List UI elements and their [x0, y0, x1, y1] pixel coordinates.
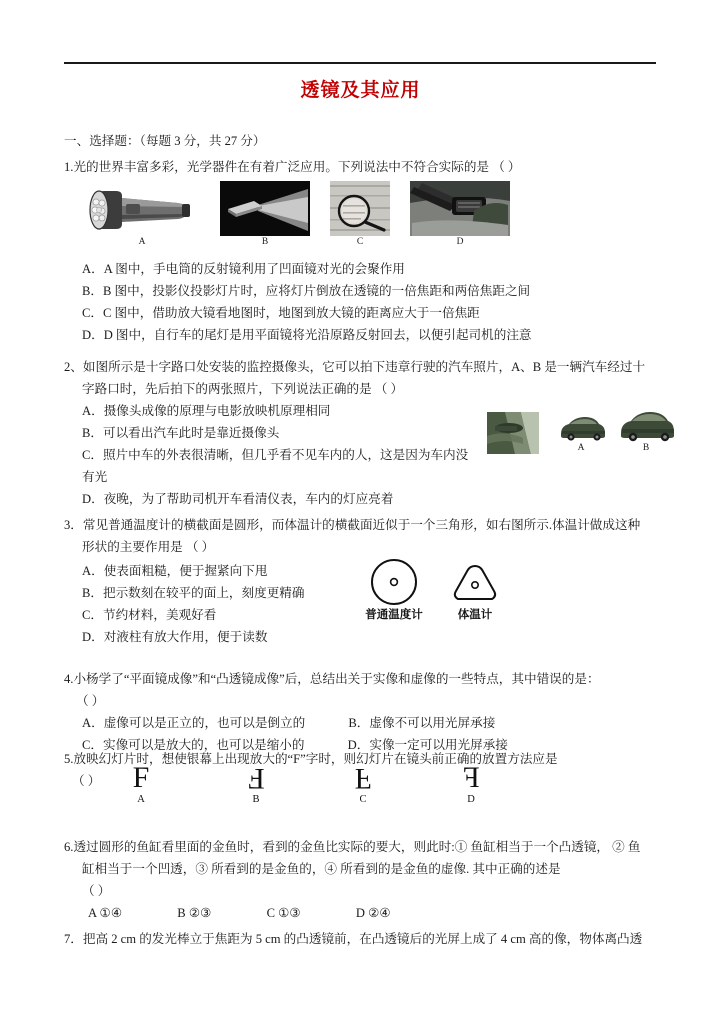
header-divider-rule — [64, 62, 656, 64]
question-3-option-d: D．对液柱有放大作用，便于读数 — [82, 630, 268, 644]
question-3-option-b: B．把示数刻在较平的面上，刻度更精确 — [82, 586, 305, 600]
triangular-thermometer-diagram — [442, 562, 508, 606]
question-2-stem-line1: 2、如图所示是十字路口处安装的监控摄像头，它可以拍下违章行驶的汽车照片，A、B 是一辆汽车经过十 — [64, 360, 646, 374]
question-6-choice-a: A ①④ — [88, 906, 123, 920]
figure-5b-label: B — [252, 794, 260, 805]
figure-1a — [82, 181, 202, 248]
figure-2b-label: B — [642, 443, 650, 453]
question-6-choice-d: D ②④ — [355, 906, 391, 920]
question-7-stem: 7．把高 2 cm 的发光棒立于焦距为 5 cm 的凸透镜前，在凸透镜后的光屏上成了 4 cm 高的像，物体离凸透 — [64, 932, 643, 946]
question-6-answer-paren: （ ） — [82, 884, 111, 898]
round-thermometer-diagram — [352, 558, 436, 606]
question-1-options — [82, 258, 532, 346]
figure-2b — [615, 408, 677, 454]
f-glyph-rotated-180: F — [247, 762, 265, 795]
question-2-option-c-cont: 有光 — [82, 470, 108, 484]
question-2-figure-group — [487, 412, 677, 474]
question-4-option-d: D．实像一定可以用光屏承接 — [347, 738, 508, 752]
figure-5d-label: D — [467, 794, 475, 805]
figure-2a — [555, 412, 607, 454]
figure-1d — [410, 181, 510, 248]
figure-3-triangle-caption: 体温计 — [457, 609, 493, 621]
question-1-option-a: A．A 图中，手电筒的反射镜利用了凹面镜对光的会聚作用 — [82, 262, 405, 276]
figure-5b — [235, 762, 277, 806]
figure-1a-label: A — [138, 237, 146, 247]
question-2-option-d: D．夜晚，为了帮助司机开车看清仪表，车内的灯应亮着 — [82, 492, 394, 506]
question-2-options — [82, 400, 468, 510]
question-6-choice-b: B ②③ — [177, 906, 212, 920]
figure-1b-label: B — [261, 237, 269, 247]
question-6-stem-line1: 6.透过圆形的鱼缸看里面的金鱼时，看到的金鱼比实际的要大，则此时:① 鱼缸相当于一个凸透镜， ② 鱼 — [64, 840, 641, 854]
question-1-option-b: B．B 图中，投影仪投影灯片时，应将灯片倒放在透镜的一倍焦距和两倍焦距之间 — [82, 284, 531, 298]
question-4-option-b: B．虚像不可以用光屏承接 — [348, 716, 496, 730]
question-2-option-b: B．可以看出汽车此时是靠近摄像头 — [82, 426, 280, 440]
car-photo-a — [555, 412, 607, 442]
figure-5a — [120, 762, 162, 806]
section-heading: 一、选择题：（每题 3 分，共 27 分） — [64, 134, 266, 148]
figure-5c — [342, 762, 384, 806]
page-title: 透镜及其应用 — [300, 80, 421, 101]
question-2-option-a: A．摄像头成像的原理与电影放映机原理相同 — [82, 404, 331, 418]
figure-5d — [450, 762, 492, 806]
question-6-choices — [88, 902, 391, 924]
question-1-stem: 1.光的世界丰富多彩，光学器件在有着广泛应用。下列说法中不符合实际的是 （ ） — [64, 160, 521, 174]
figure-3-round-caption: 普通温度计 — [365, 609, 423, 621]
question-3-stem-line2: 形状的主要作用是 （ ） — [82, 540, 215, 554]
figure-5a-label: A — [137, 794, 145, 805]
figure-1c — [330, 181, 390, 248]
projector-photo — [220, 181, 310, 236]
f-glyph-flipped-vertical: F — [354, 762, 372, 795]
f-glyph-upright: F — [132, 761, 150, 794]
f-glyph-flipped-horizontal: F — [462, 761, 480, 794]
question-6-choice-c: C ①③ — [266, 906, 301, 920]
figure-5c-label: C — [359, 794, 367, 805]
question-4-option-c: C．实像可以是放大的，也可以是缩小的 — [82, 738, 305, 752]
question-3-stem-line1: 3．常见普通温度计的横截面是圆形，而体温计的横截面近似于一个三角形，如右图所示.体温计做成这种 — [64, 518, 641, 532]
question-3-options — [82, 560, 305, 648]
question-1-figure-group — [82, 181, 512, 249]
question-4-option-a: A．虚像可以是正立的，也可以是倒立的 — [82, 716, 306, 730]
figure-2-camera — [487, 412, 539, 454]
question-2-option-c: C．照片中车的外表很清晰，但几乎看不见车内的人，这是因为车内没 — [82, 448, 469, 462]
figure-3-round — [352, 558, 436, 622]
question-5-stem: 5.放映幻灯片时，想使银幕上出现放大的“F”字时，则幻灯片在镜头前正确的放置方法应是 — [64, 752, 558, 766]
figure-1c-label: C — [356, 237, 364, 247]
camera-photo — [487, 412, 539, 454]
bicycle-taillight-photo — [410, 181, 510, 236]
figure-1d-label: D — [456, 237, 464, 247]
question-6-stem-line2: 缸相当于一个凹透，③ 所看到的是金鱼的，④ 所看到的是金鱼的虚像. 其中正确的述是 — [82, 862, 561, 876]
figure-3-triangle — [442, 562, 508, 622]
figure-1b — [220, 181, 310, 248]
flashlight-photo — [82, 181, 202, 236]
question-3-option-c: C．节约材料，美观好看 — [82, 608, 217, 622]
magnifier-photo — [330, 181, 390, 236]
question-4-answer-paren: （ ） — [76, 694, 105, 708]
question-5-figure-group — [120, 762, 520, 814]
question-5-answer-paren: （ ） — [72, 774, 101, 788]
question-3-option-a: A．使表面粗糙，便于握紧向下甩 — [82, 564, 268, 578]
car-photo-b — [615, 408, 677, 442]
question-2-stem-line2: 字路口时，先后拍下的两张照片，下列说法正确的是 （ ） — [82, 382, 404, 396]
question-1-option-c: C．C 图中，借助放大镜看地图时，地图到放大镜的距离应大于一倍焦距 — [82, 306, 480, 320]
figure-2a-label: A — [577, 443, 585, 453]
question-1-option-d: D．D 图中，自行车的尾灯是用平面镜将光沿原路反射回去，以便引起司机的注意 — [82, 328, 532, 342]
question-4-stem: 4.小杨学了“平面镜成像”和“凸透镜成像”后，总结出关于实像和虚像的一些特点，其中错误的是： — [64, 672, 600, 686]
question-3-figure-group — [352, 558, 512, 624]
